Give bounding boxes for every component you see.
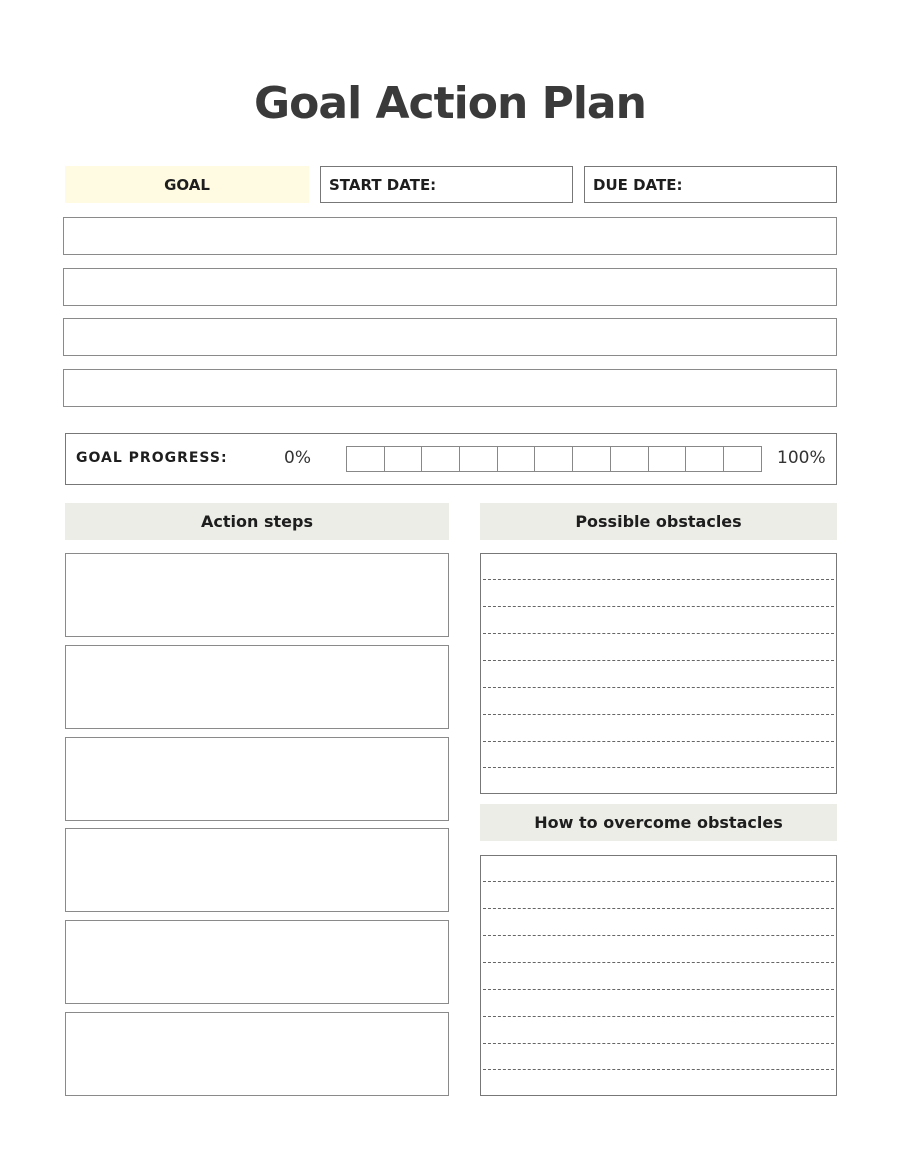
goal-progress-bar [65,433,837,485]
overcome-obstacles-lines[interactable] [480,855,837,1096]
dashed-line [483,881,834,882]
progress-cell[interactable] [649,447,687,471]
dashed-line [483,1069,834,1070]
dashed-line [483,989,834,990]
action-steps-header: Action steps [65,503,449,540]
dashed-line [483,908,834,909]
progress-cell[interactable] [535,447,573,471]
page-title: Goal Action Plan [254,78,646,129]
due-date-field[interactable] [584,166,837,203]
dashed-line [483,660,834,661]
dashed-line [483,687,834,688]
action-step-box-1[interactable] [65,553,449,637]
action-step-box-4[interactable] [65,828,449,912]
progress-start-percent: 0% [284,448,311,468]
dashed-line [483,935,834,936]
due-date-label: DUE DATE: [593,175,683,194]
action-step-box-6[interactable] [65,1012,449,1096]
dashed-line [483,1043,834,1044]
possible-obstacles-lines[interactable] [480,553,837,794]
goal-line-3[interactable] [63,318,837,356]
dashed-line [483,714,834,715]
progress-cell[interactable] [686,447,724,471]
progress-cells [346,446,762,472]
progress-cell[interactable] [573,447,611,471]
progress-cell[interactable] [460,447,498,471]
dashed-line [483,633,834,634]
progress-cell[interactable] [611,447,649,471]
progress-cell[interactable] [385,447,423,471]
progress-cell[interactable] [347,447,385,471]
progress-cell[interactable] [498,447,536,471]
overcome-obstacles-header: How to overcome obstacles [480,804,837,841]
goal-progress-label: GOAL PROGRESS: [76,450,228,466]
dashed-line [483,741,834,742]
goal-line-2[interactable] [63,268,837,306]
dashed-line [483,579,834,580]
dashed-line [483,606,834,607]
start-date-field[interactable] [320,166,573,203]
goal-label: GOAL [65,166,309,203]
progress-end-percent: 100% [777,448,826,468]
dashed-line [483,1016,834,1017]
goal-line-1[interactable] [63,217,837,255]
dashed-line [483,962,834,963]
action-step-box-3[interactable] [65,737,449,821]
dashed-line [483,767,834,768]
progress-cell[interactable] [724,447,762,471]
action-step-box-5[interactable] [65,920,449,1004]
progress-cell[interactable] [422,447,460,471]
start-date-label: START DATE: [329,175,437,194]
action-step-box-2[interactable] [65,645,449,729]
goal-line-4[interactable] [63,369,837,407]
possible-obstacles-header: Possible obstacles [480,503,837,540]
